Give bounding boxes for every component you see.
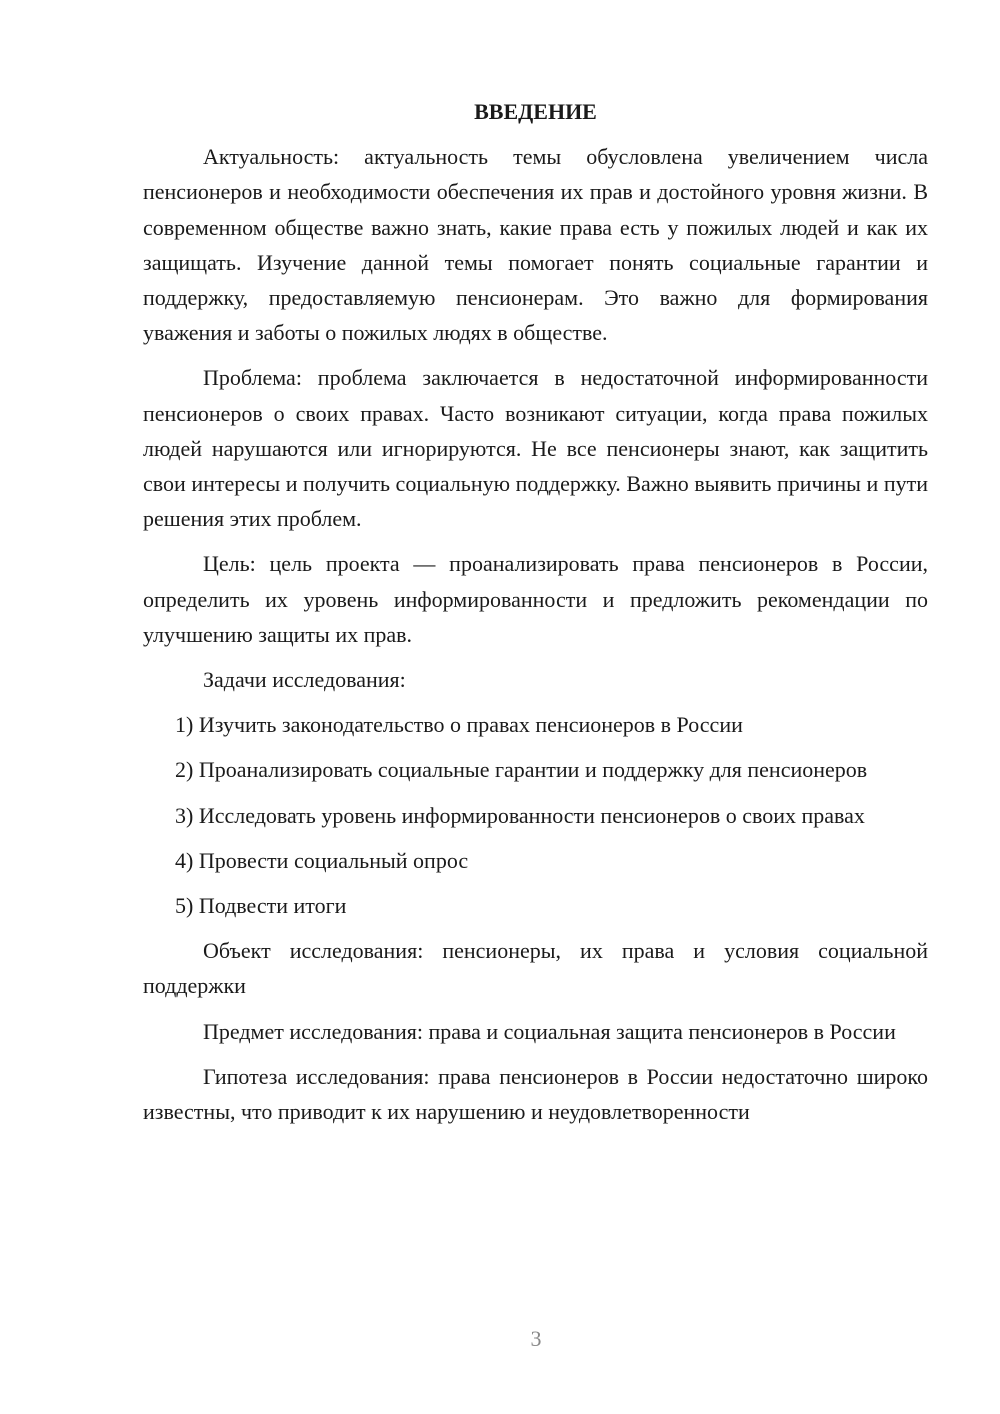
task-item-5: 5) Подвести итоги <box>175 893 347 919</box>
paragraph-relevance: Актуальность: актуальность темы обусловлена увеличением числа пенсионеров и необходимости обеспечения их прав и достойного уровня жизни. В современном обществе важно знать, какие права есть у пожилых людей и как их защищать. Изучение данной темы помогает понять социальные гарантии и поддержку, предоставляемую пенсионерам. Это важно для формирования уважения и заботы о пожилых людях в обществе. <box>143 144 928 346</box>
page-title: ВВЕДЕНИЕ <box>474 99 597 124</box>
page-number: 3 <box>530 1326 542 1351</box>
paragraph-hypothesis: Гипотеза исследования: права пенсионеров в России недостаточно широко известны, что приводит к их нарушению и неудовлетворенности <box>143 1063 928 1125</box>
task-item-1: 1) Изучить законодательство о правах пенсионеров в России <box>175 712 743 738</box>
document-page <box>143 94 928 1139</box>
task-item-4: 4) Провести социальный опрос <box>175 847 469 873</box>
paragraph-object: Объект исследования: пенсионеры, их права и условия социальной поддержки <box>143 938 928 999</box>
paragraph-subject: Предмет исследования: права и социальная защита пенсионеров в России <box>203 1018 896 1044</box>
tasks-heading: Задачи исследования: <box>203 667 406 693</box>
paragraph-goal: Цель: цель проекта — проанализировать права пенсионеров в России, определить их уровень информированности и предложить рекомендации по улучшению защиты их прав. <box>143 551 928 647</box>
task-item-3: 3) Исследовать уровень информированности пенсионеров о своих правах <box>175 802 865 828</box>
paragraph-problem: Проблема: проблема заключается в недостаточной информированности пенсионеров о своих правах. Часто возникают ситуации, когда права пожилых людей нарушаются или игнорируются. Не все пенсионеры знают, как защитить свои интересы и получить социальную поддержку. Важно выявить причины и пути решения этих проблем. <box>143 365 928 532</box>
task-item-2: 2) Проанализировать социальные гарантии и поддержку для пенсионеров <box>175 757 868 783</box>
